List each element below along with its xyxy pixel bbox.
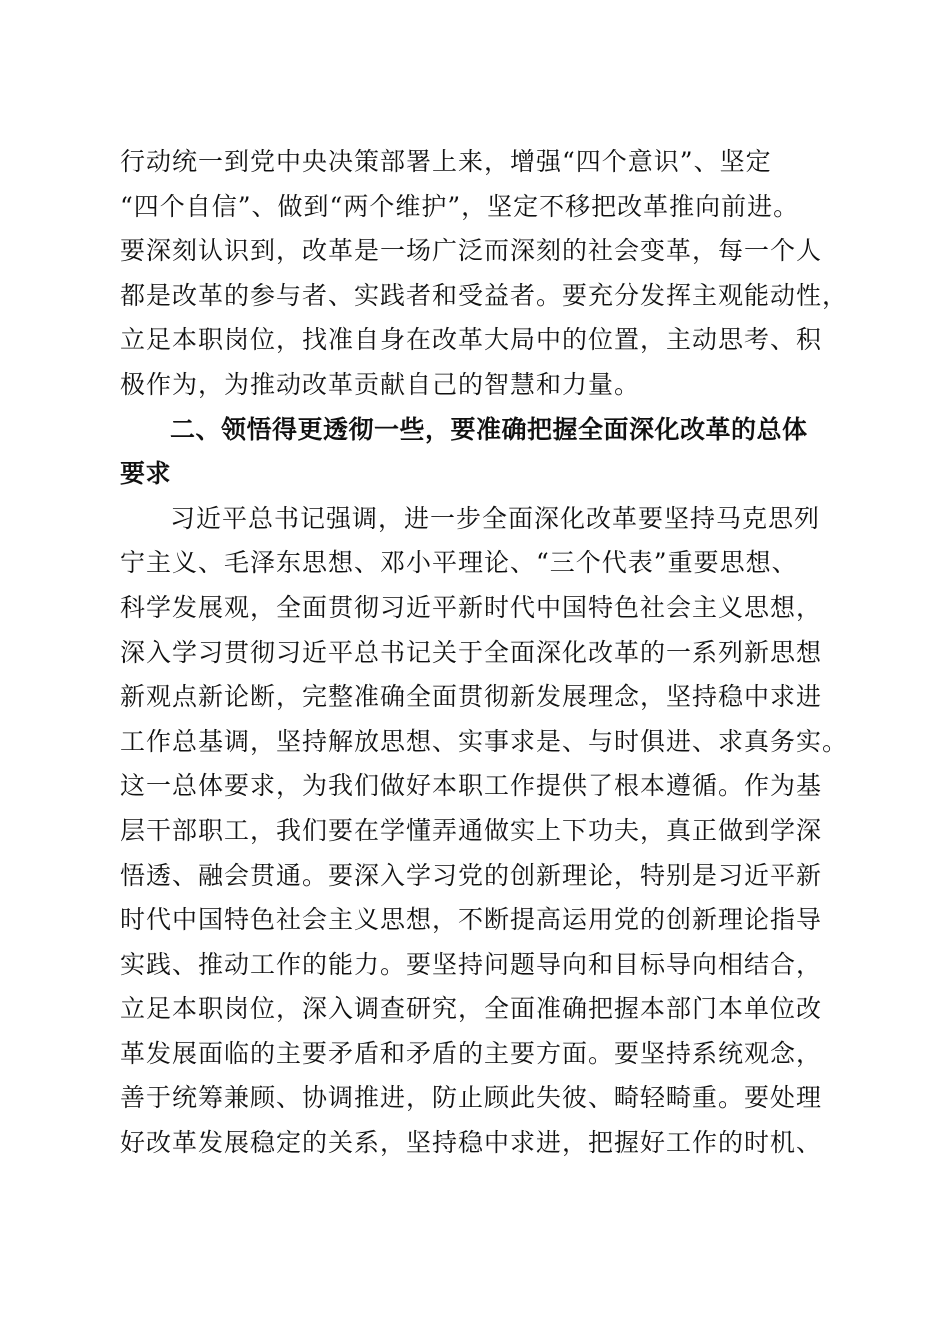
paragraph-line: 宁主义、毛泽东思想、邓小平理论、“三个代表”重要思想、 xyxy=(120,548,798,578)
paragraph-line: 好改革发展稳定的关系，坚持稳中求进，把握好工作的时机、 xyxy=(120,1128,823,1158)
paragraph-line: 立足本职岗位，找准自身在改革大局中的位置，主动思考、积 xyxy=(120,325,823,355)
section-heading: 二、领悟得更透彻一些，要准确把握全面深化改革的总体 xyxy=(170,414,808,444)
paragraph-line: 行动统一到党中央决策部署上来，增强“四个意识”、坚定 xyxy=(120,147,772,176)
paragraph-line: 层干部职工，我们要在学懂弄通做实上下功夫，真正做到学深 xyxy=(120,815,823,845)
paragraph-line: 科学发展观，全面贯彻习近平新时代中国特色社会主义思想， xyxy=(120,592,823,622)
paragraph-line: 新观点新论断，完整准确全面贯彻新发展理念，坚持稳中求进 xyxy=(120,682,823,712)
paragraph-line: 工作总基调，坚持解放思想、实事求是、与时俱进、求真务实。 xyxy=(120,726,849,756)
paragraph-line: 这一总体要求，为我们做好本职工作提供了根本遵循。作为基 xyxy=(120,771,823,801)
paragraph-line: 悟透、融会贯通。要深入学习党的创新理论，特别是习近平新 xyxy=(120,860,823,890)
section-heading-continued: 要求 xyxy=(120,459,172,489)
paragraph-line: 立足本职岗位，深入调查研究，全面准确把握本部门本单位改 xyxy=(120,994,823,1024)
paragraph-line: 都是改革的参与者、实践者和受益者。要充分发挥主观能动性， xyxy=(120,280,849,310)
paragraph-line: “四个自信”、做到“两个维护”，坚定不移把改革推向前进。 xyxy=(120,191,800,221)
paragraph-line: 时代中国特色社会主义思想，不断提高运用党的创新理论指导 xyxy=(120,905,823,935)
paragraph-line: 极作为，为推动改革贡献自己的智慧和力量。 xyxy=(120,369,641,399)
paragraph-line: 革发展面临的主要矛盾和矛盾的主要方面。要坚持系统观念， xyxy=(120,1038,823,1068)
document-body xyxy=(120,140,849,1166)
paragraph-line: 实践、推动工作的能力。要坚持问题导向和目标导向相结合， xyxy=(120,949,823,979)
paragraph-line: 要深刻认识到，改革是一场广泛而深刻的社会变革，每一个人 xyxy=(120,236,823,266)
paragraph-line: 善于统筹兼顾、协调推进，防止顾此失彼、畸轻畸重。要处理 xyxy=(120,1083,823,1113)
paragraph-line: 深入学习贯彻习近平总书记关于全面深化改革的一系列新思想 xyxy=(120,637,823,667)
paragraph-line: 习近平总书记强调，进一步全面深化改革要坚持马克思列 xyxy=(170,503,821,533)
